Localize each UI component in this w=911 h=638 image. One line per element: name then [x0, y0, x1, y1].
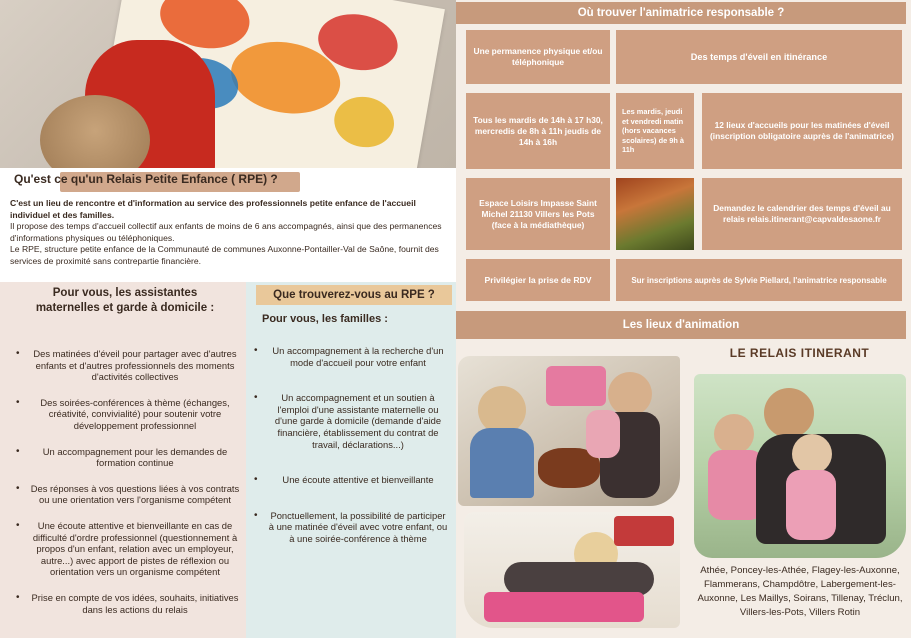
activity-photos	[458, 350, 686, 630]
list-item: • Un accompagnement et un soutien à l'emploi d'une assistante maternelle ou d'une garde à domicile (demande d'aide financière, établissement du contrat de travail, déclarations...)	[268, 392, 448, 450]
hours-cell: Tous les mardis de 14h à 17 h30, mercredis de 8h à 11h jeudis de 14h à 16h	[466, 93, 610, 169]
paint-splash	[330, 92, 398, 152]
asmat-list	[30, 348, 240, 629]
villages-list: Athée, Poncey-les-Athée, Flagey-les-Auxonne, Flammerans, Champdôtre, Labergement-les-Auxonne, Les Maillys, Soirans, Tillenay, Tréclun, Villers-les-Pots, Villers Rotin	[697, 565, 903, 618]
music-activity-photo	[458, 356, 680, 506]
asmat-heading: Pour vous, les assistantes maternelles et garde à domicile :	[35, 287, 215, 314]
twelve-places-cell: 12 lieux d'accueils pour les matinées d'éveil (inscription obligatoire auprès de l'animatrice)	[702, 93, 902, 169]
inscription-cell: Sur inscriptions auprès de Sylvie Piellard, l'animatrice responsable	[616, 259, 902, 301]
rpe-intro-text	[10, 198, 450, 268]
list-item: • Des matinées d'éveil pour partager avec d'autres enfants et d'autres professionnels des moments d'activités collectives	[30, 348, 240, 383]
families-list	[268, 345, 448, 569]
list-item: • Une écoute attentive et bienveillante en cas de difficulté d'ordre professionnel (questionnement à propos d'un enfant, relation avec un employeur, autre...) avec apport de pistes de réflexion ou orientation vers un organisme compétent	[30, 520, 240, 578]
list-item: • Une écoute attentive et bienveillante	[268, 474, 448, 486]
eveil-heading-cell: Des temps d'éveil en itinérance	[616, 30, 902, 84]
intro-paragraph-2: Il propose des temps d'accueil collectif aux enfants de moins de 6 ans accompagnés, ainsi que des permanences d'informations physiques ou téléphoniques.	[10, 221, 442, 243]
rpe-question-heading: Qu'est ce qu'un Relais Petite Enfance ( RPE) ?	[14, 172, 278, 186]
what-find-label: Que trouverez-vous au RPE ?	[256, 285, 452, 305]
list-item: • Des réponses à vos questions liées à vos contrats ou une orientation vers l'organisme compétent	[30, 483, 240, 506]
floor-activity-photo	[464, 512, 680, 628]
list-item: • Des soirées-conférences à thème (échanges, créativité, convivialité) pour soutenir votre développement professionnel	[30, 397, 240, 432]
list-item: • Un accompagnement à la recherche d'un mode d'accueil pour votre enfant	[268, 345, 448, 368]
list-item: • Prise en compte de vos idées, souhaits, initiatives dans les actions du relais	[30, 592, 240, 615]
list-item: • Ponctuellement, la possibilité de participer à une matinée d'éveil avec votre enfant, ou à une soirée-conférence à thème	[268, 510, 448, 545]
relais-itinerant-title: LE RELAIS ITINERANT	[729, 346, 870, 360]
places-header: Les lieux d'animation	[456, 311, 906, 339]
appointment-cell: Privilégier la prise de RDV	[466, 259, 610, 301]
families-heading: Pour vous, les familles :	[262, 313, 388, 325]
intro-paragraph-3: Le RPE, structure petite enfance de la Communauté de communes Auxonne-Pontailler-Val de Saône, fournit des services de proximité sans contrepartie financière.	[10, 244, 439, 266]
where-header: Où trouver l'animatrice responsable ?	[456, 2, 906, 24]
permanence-cell: Une permanence physique et/ou téléphonique	[466, 30, 610, 84]
address-cell: Espace Loisirs Impasse Saint Michel 21130 Villers les Pots (face à la médiathèque)	[466, 178, 610, 250]
morning-schedule-cell: Les mardis, jeudi et vendredi matin (hors vacances scolaires) de 9h à 11h	[616, 93, 694, 169]
intro-paragraph-1: C'est un lieu de rencontre et d'information au service des professionnels petite enfance de l'accueil individuel et des familles.	[10, 198, 416, 220]
list-item: • Un accompagnement pour les demandes de formation continue	[30, 446, 240, 469]
calendar-cell: Demandez le calendrier des temps d'éveil au relais relais.itinerant@capvaldesaone.fr	[702, 178, 902, 250]
relais-itinerant-photo	[694, 374, 906, 558]
autumn-leaves-photo	[616, 178, 694, 250]
painting-child-photo	[0, 0, 456, 168]
